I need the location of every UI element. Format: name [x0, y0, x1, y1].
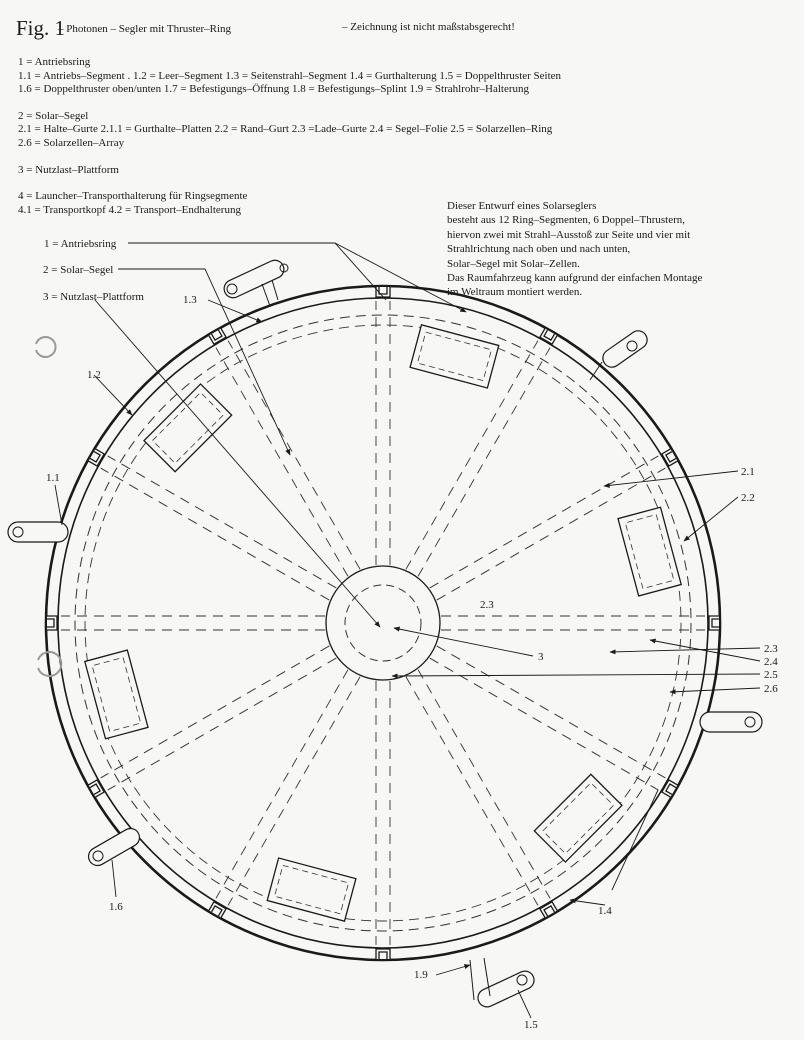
belt-holder — [376, 287, 390, 297]
legend-line: 2.1 = Halte–Gurte 2.1.1 = Gurthalte–Platten 2.2 = Rand–Gurt 2.3 =Lade–Gurte 2.4 = Segel–Folie 2.5 = Solarzellen–Ring — [18, 123, 553, 136]
leader-3 — [394, 628, 533, 656]
binder-mark-top — [36, 337, 56, 357]
label-1-6: 1.6 — [109, 901, 123, 913]
thruster-bottom — [470, 958, 537, 1010]
thruster-top — [221, 257, 288, 306]
description-line: besteht aus 12 Ring–Segmenten, 6 Doppel–Thrustern, — [447, 214, 685, 227]
ring-segment-bracket — [540, 329, 557, 345]
callout-nutzlast: 3 = Nutzlast–Plattform — [43, 291, 144, 303]
drive-ring-inner — [58, 298, 708, 948]
ring-segment-bracket — [662, 449, 678, 466]
solar-arrays — [85, 325, 681, 921]
holding-belt-line — [418, 670, 550, 899]
legend-line: 3 = Nutzlast–Plattform — [18, 163, 119, 176]
label-1-3: 1.3 — [183, 294, 197, 306]
label-2-3: 2.3 — [764, 643, 778, 655]
label-2-6: 2.6 — [764, 683, 778, 695]
belt-holder — [209, 902, 226, 918]
solar-cell-array — [534, 774, 622, 862]
scale-note: – Zeichnung ist nicht maßstabsgerecht! — [342, 21, 515, 33]
description-line: Dieser Entwurf eines Solarseglers — [447, 200, 597, 212]
solar-cell-array — [267, 858, 356, 921]
belt-holder — [47, 616, 57, 630]
thruster-upper-right — [590, 327, 651, 380]
label-1-1: 1.1 — [46, 472, 60, 484]
solar-cell-array — [85, 650, 148, 739]
solar-array-panel — [85, 650, 148, 739]
description-line: Solar–Segel mit Solar–Zellen. — [447, 257, 580, 270]
callout-antriebsring: 1 = Antriebsring — [44, 238, 117, 250]
legend-line: 4 = Launcher–Transporthalterung für Ringsegmente — [18, 190, 248, 203]
label-2-2: 2.2 — [741, 492, 755, 504]
legend-line: 2 = Solar–Segel — [18, 109, 89, 122]
description-line: Das Raumfahrzeug kann aufgrund der einfachen Montage — [447, 272, 703, 285]
thruster-lower-left — [85, 825, 142, 869]
payload-platform — [326, 566, 440, 680]
drive-ring-outer — [46, 286, 720, 960]
solar-cell-ring — [345, 585, 421, 661]
leader-1-6 — [112, 860, 116, 897]
sail-edge-belt — [75, 315, 691, 931]
ring-segment-bracket — [709, 616, 719, 630]
belt-holder — [540, 902, 557, 918]
belt-holder — [209, 329, 226, 345]
leader-1-1 — [55, 485, 62, 525]
ring-segment-bracket — [662, 780, 678, 797]
ring-segment-bracket — [540, 902, 557, 918]
segment-brackets — [47, 287, 719, 959]
leader-1-9 — [436, 965, 470, 975]
label-2-5: 2.5 — [764, 669, 778, 681]
belt-holder — [376, 949, 390, 959]
ring-segment-bracket — [89, 449, 105, 466]
label-2-3-center: 2.3 — [480, 599, 494, 611]
thruster-left — [8, 522, 68, 542]
holding-belt-line — [430, 658, 659, 790]
leader-nutzlast — [95, 300, 380, 627]
leader-antriebsring-2 — [335, 243, 466, 312]
description-line: Strahlrichtung nach oben und nach unten, — [447, 243, 631, 256]
label-2-1: 2.1 — [741, 466, 755, 478]
figure-subtitle: – Photonen – Segler mit Thruster–Ring — [58, 23, 232, 35]
leader-lines — [55, 243, 760, 1018]
legend-line: 1.1 = Antriebs–Segment . 1.2 = Leer–Segment 1.3 = Seitenstrahl–Segment 1.4 = Gurthalterung 1.5 = Doppelthruster Seiten — [18, 69, 562, 82]
solar-cell-array — [618, 507, 681, 596]
holding-belt-line — [228, 341, 360, 570]
ring-segment-bracket — [47, 616, 57, 630]
solar-cell-array — [144, 384, 232, 472]
belt-holder — [540, 329, 557, 345]
label-1-2: 1.2 — [87, 369, 101, 381]
solar-array-panel — [410, 325, 499, 388]
solar-array-panel — [144, 384, 232, 472]
legend-line: 1 = Antriebsring — [18, 56, 91, 68]
label-1-4: 1.4 — [598, 905, 612, 917]
holding-belt-line — [108, 456, 337, 588]
belt-holder — [662, 449, 678, 466]
leader-1-5 — [518, 990, 531, 1018]
ring-segment-bracket — [376, 949, 390, 959]
figure-title: Fig. 1 — [16, 16, 66, 40]
ring-segment-bracket — [89, 780, 105, 797]
label-2-4: 2.4 — [764, 656, 778, 668]
legend-line: 4.1 = Transportkopf 4.2 = Transport–Endhalterung — [18, 203, 241, 216]
leader-1-2 — [94, 375, 132, 415]
label-1-9: 1.9 — [414, 969, 428, 981]
description-line: hiervon zwei mit Strahl–Ausstoß zur Seite und vier mit — [447, 228, 691, 241]
ring-segment-bracket — [209, 902, 226, 918]
ring-segment-bracket — [376, 287, 390, 297]
solar-array-panel — [618, 507, 681, 596]
belt-holder — [662, 780, 678, 797]
ring-segment-bracket — [209, 329, 226, 345]
legend-line: 2.6 = Solarzellen–Array — [18, 136, 125, 149]
solar-array-panel — [534, 774, 622, 862]
holding-belts — [61, 301, 705, 945]
solar-cell-array — [410, 325, 499, 388]
belt-holder — [709, 616, 719, 630]
description-line: im Weltraum montiert werden. — [447, 286, 583, 299]
label-1-5: 1.5 — [524, 1019, 538, 1031]
holding-belt-line — [101, 468, 330, 600]
legend-line: 1.6 = Doppelthruster oben/unten 1.7 = Befestigungs–Öffnung 1.8 = Befestigungs–Splint 1.9 = Strahlrohr–Halterung — [18, 83, 529, 96]
leader-2-3 — [610, 648, 760, 652]
label-3: 3 — [538, 651, 544, 663]
belt-holder — [89, 449, 105, 466]
leader-2-2 — [684, 497, 738, 541]
holding-belt-line — [406, 677, 538, 906]
callout-solar-segel: 2 = Solar–Segel — [43, 264, 114, 276]
solar-array-panel — [267, 858, 356, 921]
belt-holder — [89, 780, 105, 797]
holding-belt-line — [437, 646, 666, 778]
thruster-right — [700, 712, 762, 732]
leader-2-5 — [392, 674, 760, 676]
